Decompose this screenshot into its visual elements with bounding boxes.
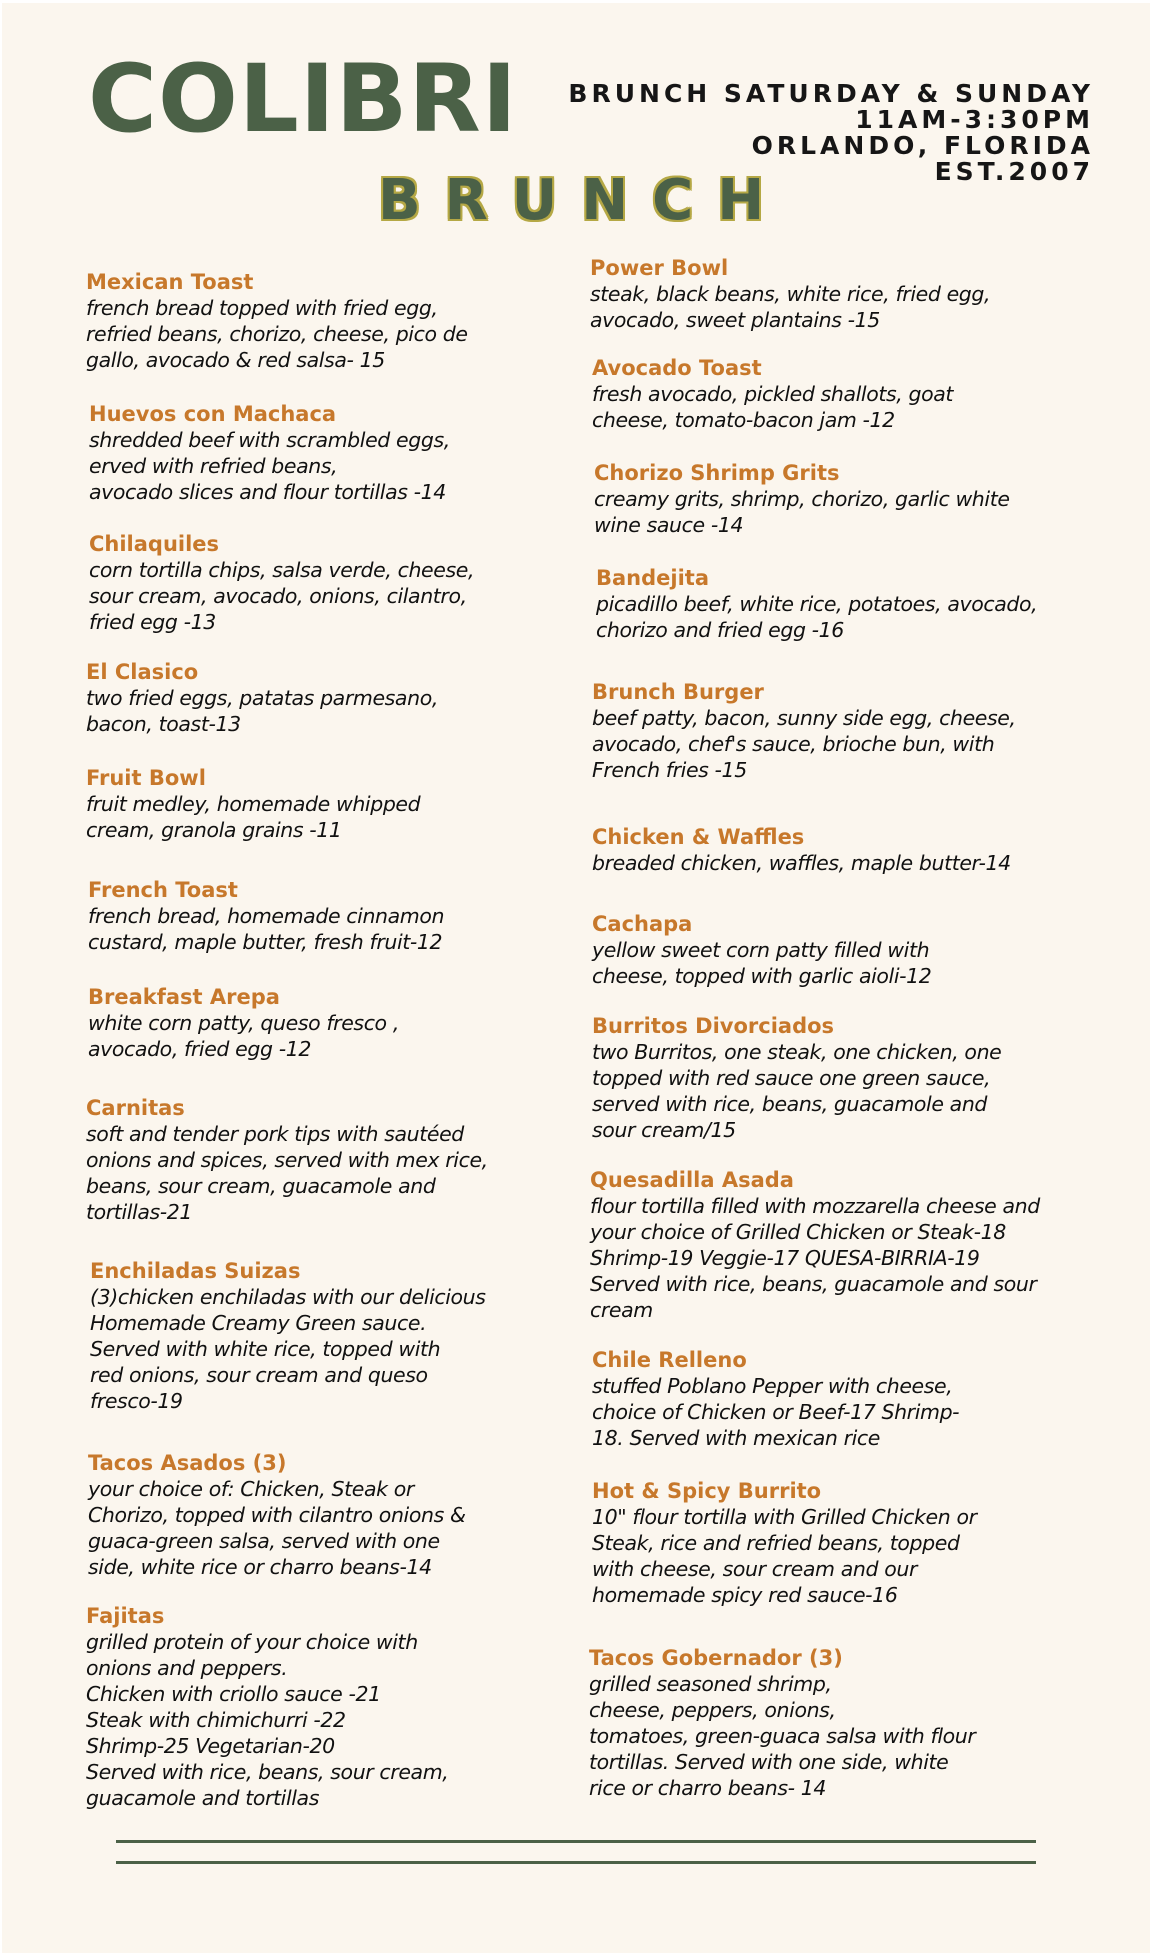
- description-line: stuffed Poblano Pepper with cheese,: [592, 1374, 953, 1398]
- description-line: steak, black beans, white rice, fried egg,: [590, 282, 991, 306]
- menu-item-name: Brunch Burger: [592, 680, 764, 704]
- description-line: cheese, tomato-bacon jam -12: [592, 408, 895, 432]
- menu-item: [89, 401, 450, 505]
- brand-logo: COLIBRI: [88, 45, 518, 154]
- menu-item: [592, 355, 953, 433]
- description-line: Shrimp-19 Veggie-17 QUESA-BIRRIA-19: [590, 1246, 980, 1270]
- menu-item: [590, 1167, 1040, 1323]
- description-line: Served with white rice, topped with: [90, 1337, 441, 1361]
- menu-item-name: Fajitas: [86, 1604, 165, 1628]
- menu-item-name: Cachapa: [592, 912, 693, 936]
- menu-item-description: [86, 1121, 488, 1225]
- info-line: 11AM-3:30PM: [855, 105, 1094, 134]
- description-line: Chicken with criollo sauce -21: [86, 1682, 381, 1706]
- description-line: Homemade Creamy Green sauce.: [90, 1311, 427, 1335]
- description-line: side, white rice or charro beans-14: [88, 1555, 432, 1579]
- menu-item-name: Burritos Divorciados: [592, 1014, 835, 1038]
- description-line: two Burritos, one steak, one chicken, one: [592, 1040, 1002, 1064]
- menu-item-name: Avocado Toast: [592, 356, 762, 380]
- menu-item-description: [589, 1671, 975, 1801]
- footer-divider: [116, 1840, 1036, 1843]
- description-line: yellow sweet corn patty filled with: [592, 938, 930, 962]
- description-line: cream: [590, 1298, 653, 1322]
- description-line: wine sauce -14: [594, 513, 744, 537]
- description-line: cream, granola grains -11: [86, 818, 342, 842]
- description-line: refried beans, chorizo, cheese, pico de: [86, 322, 468, 346]
- description-line: Served with rice, beans, sour cream,: [86, 1760, 449, 1784]
- menu-item-description: [590, 281, 990, 333]
- menu-item: [88, 984, 399, 1062]
- description-line: topped with red sauce one green sauce,: [592, 1066, 991, 1090]
- description-line: fresco-19: [90, 1389, 183, 1413]
- description-line: choice of Chicken or Beef-17 Shrimp-: [592, 1400, 960, 1424]
- menu-item-description: [88, 1010, 399, 1062]
- description-line: French fries -15: [592, 758, 747, 782]
- description-line: tortillas. Served with one side, white: [589, 1750, 949, 1774]
- info-line: BRUNCH SATURDAY & SUNDAY: [568, 79, 1094, 108]
- menu-item: [89, 531, 474, 635]
- description-line: bacon, toast-13: [86, 712, 241, 736]
- menu-item-name: Chile Relleno: [592, 1348, 747, 1372]
- description-line: avocado, sweet plantains -15: [590, 308, 880, 332]
- description-line: erved with refried beans,: [89, 454, 338, 478]
- description-line: creamy grits, shrimp, chorizo, garlic white: [594, 487, 1010, 511]
- menu-item: [86, 765, 420, 843]
- footer-divider: [116, 1861, 1036, 1864]
- menu-item-description: [86, 295, 468, 373]
- info-line: ORLANDO, FLORIDA: [751, 131, 1094, 160]
- menu-item-name: Chicken & Waffles: [592, 825, 805, 849]
- menu-item-description: [592, 1039, 1001, 1143]
- description-line: red onions, sour cream and queso: [90, 1363, 428, 1387]
- menu-item-description: [592, 1504, 977, 1608]
- menu-item-name: French Toast: [88, 878, 238, 902]
- description-line: gallo, avocado & red salsa- 15: [86, 348, 385, 372]
- menu-item: [592, 824, 1011, 876]
- description-line: tomatoes, green-guaca salsa with flour: [589, 1724, 976, 1748]
- description-line: fruit medley, homemade whipped: [86, 792, 421, 816]
- menu-item-description: [592, 937, 931, 989]
- description-line: rice or charro beans- 14: [589, 1776, 827, 1800]
- menu-item-name: Chilaquiles: [89, 532, 220, 556]
- description-line: fried egg -13: [89, 610, 216, 634]
- description-line: Steak, rice and refried beans, topped: [592, 1531, 960, 1555]
- menu-item: [592, 679, 1016, 783]
- description-line: onions and spices, served with mex rice,: [86, 1148, 488, 1172]
- menu-item-description: [90, 1284, 486, 1414]
- description-line: beans, sour cream, guacamole and: [86, 1174, 436, 1198]
- description-line: avocado, fried egg -12: [88, 1037, 311, 1061]
- menu-item-name: Bandejita: [596, 566, 710, 590]
- menu-item-name: Hot & Spicy Burrito: [592, 1479, 822, 1503]
- menu-item-description: [89, 427, 450, 505]
- description-line: with cheese, sour cream and our: [592, 1557, 917, 1581]
- menu-item-description: [590, 1193, 1040, 1323]
- description-line: guaca-green salsa, served with one: [88, 1529, 440, 1553]
- description-line: beef patty, bacon, sunny side egg, cheese,: [592, 706, 1016, 730]
- menu-item-description: [594, 486, 1010, 538]
- description-line: cheese, peppers, onions,: [589, 1698, 836, 1722]
- menu-item: [88, 1450, 466, 1580]
- description-line: your choice of: Chicken, Steak or: [88, 1477, 414, 1501]
- description-line: Steak with chimichurri -22: [86, 1708, 346, 1732]
- description-line: two fried eggs, patatas parmesano,: [86, 686, 438, 710]
- description-line: served with rice, beans, guacamole and: [592, 1092, 988, 1116]
- description-line: 18. Served with mexican rice: [592, 1426, 881, 1450]
- menu-item-description: [88, 903, 444, 955]
- menu-item: [592, 1347, 959, 1451]
- description-line: corn tortilla chips, salsa verde, cheese,: [89, 558, 475, 582]
- description-line: 10" flour tortilla with Grilled Chicken or: [592, 1505, 977, 1529]
- menu-item: [86, 659, 438, 737]
- description-line: soft and tender pork tips with sautéed: [86, 1122, 464, 1146]
- description-line: fresh avocado, pickled shallots, goat: [592, 382, 954, 406]
- menu-item-description: [596, 591, 1037, 643]
- description-line: french bread, homemade cinnamon: [88, 904, 445, 928]
- description-line: breaded chicken, waffles, maple butter-14: [592, 851, 1011, 875]
- menu-item-description: [592, 850, 1011, 876]
- description-line: guacamole and tortillas: [86, 1786, 319, 1810]
- description-line: Chorizo, topped with cilantro onions &: [88, 1503, 466, 1527]
- menu-item-name: Quesadilla Asada: [590, 1168, 794, 1192]
- menu-item-name: Chorizo Shrimp Grits: [594, 461, 840, 485]
- menu-item-name: Carnitas: [86, 1096, 185, 1120]
- menu-item: [86, 269, 468, 373]
- menu-item-description: [86, 685, 438, 737]
- menu-item: [594, 460, 1010, 538]
- description-line: grilled protein of your choice with: [86, 1630, 418, 1654]
- menu-item: [592, 1013, 1001, 1143]
- description-line: flour tortilla filled with mozzarella cheese and: [590, 1194, 1040, 1218]
- menu-item: [88, 877, 444, 955]
- menu-subtitle: BRUNCH: [378, 168, 789, 233]
- menu-item-description: [88, 1476, 466, 1580]
- description-line: custard, maple butter, fresh fruit-12: [88, 930, 443, 954]
- menu-item-description: [592, 1373, 959, 1451]
- description-line: chorizo and fried egg -16: [596, 618, 844, 642]
- description-line: picadillo beef, white rice, potatoes, avocado,: [596, 592, 1038, 616]
- description-line: Shrimp-25 Vegetarian-20: [86, 1734, 335, 1758]
- menu-item-name: Huevos con Machaca: [89, 402, 337, 426]
- info-line: EST.2007: [934, 157, 1094, 186]
- description-line: grilled seasoned shrimp,: [589, 1672, 832, 1696]
- menu-item-name: El Clasico: [86, 660, 199, 684]
- description-line: onions and peppers.: [86, 1656, 288, 1680]
- description-line: tortillas-21: [86, 1200, 193, 1224]
- description-line: shredded beef with scrambled eggs,: [89, 428, 450, 452]
- menu-item: [592, 911, 931, 989]
- menu-item: [590, 255, 990, 333]
- menu-item: [86, 1603, 448, 1811]
- menu-page: [2, 3, 1150, 1953]
- menu-item-description: [592, 705, 1016, 783]
- description-line: sour cream, avocado, onions, cilantro,: [89, 584, 467, 608]
- menu-item-description: [86, 791, 420, 843]
- description-line: homemade spicy red sauce-16: [592, 1583, 898, 1607]
- menu-item-description: [86, 1629, 448, 1811]
- description-line: (3)chicken enchiladas with our delicious: [90, 1285, 486, 1309]
- menu-item-name: Power Bowl: [590, 256, 729, 280]
- menu-item: [596, 565, 1037, 643]
- menu-item-name: Tacos Gobernador (3): [589, 1646, 843, 1670]
- menu-item-description: [592, 381, 953, 433]
- menu-item: [90, 1258, 486, 1414]
- description-line: cheese, topped with garlic aioli-12: [592, 964, 932, 988]
- menu-item-name: Mexican Toast: [86, 270, 254, 294]
- description-line: your choice of Grilled Chicken or Steak-18: [590, 1220, 1006, 1244]
- menu-item-name: Breakfast Arepa: [88, 985, 280, 1009]
- menu-item-name: Tacos Asados (3): [88, 1451, 287, 1475]
- description-line: sour cream/15: [592, 1118, 736, 1142]
- menu-item: [592, 1478, 977, 1608]
- menu-item-name: Enchiladas Suizas: [90, 1259, 301, 1283]
- menu-item-name: Fruit Bowl: [86, 766, 206, 790]
- description-line: avocado, chef's sauce, brioche bun, with: [592, 732, 995, 756]
- description-line: avocado slices and flour tortillas -14: [89, 480, 446, 504]
- description-line: Served with rice, beans, guacamole and sour: [590, 1272, 1037, 1296]
- description-line: french bread topped with fried egg,: [86, 296, 438, 320]
- description-line: white corn patty, queso fresco ,: [88, 1011, 399, 1035]
- menu-item-description: [89, 557, 474, 635]
- menu-item: [589, 1645, 975, 1801]
- menu-item: [86, 1095, 488, 1225]
